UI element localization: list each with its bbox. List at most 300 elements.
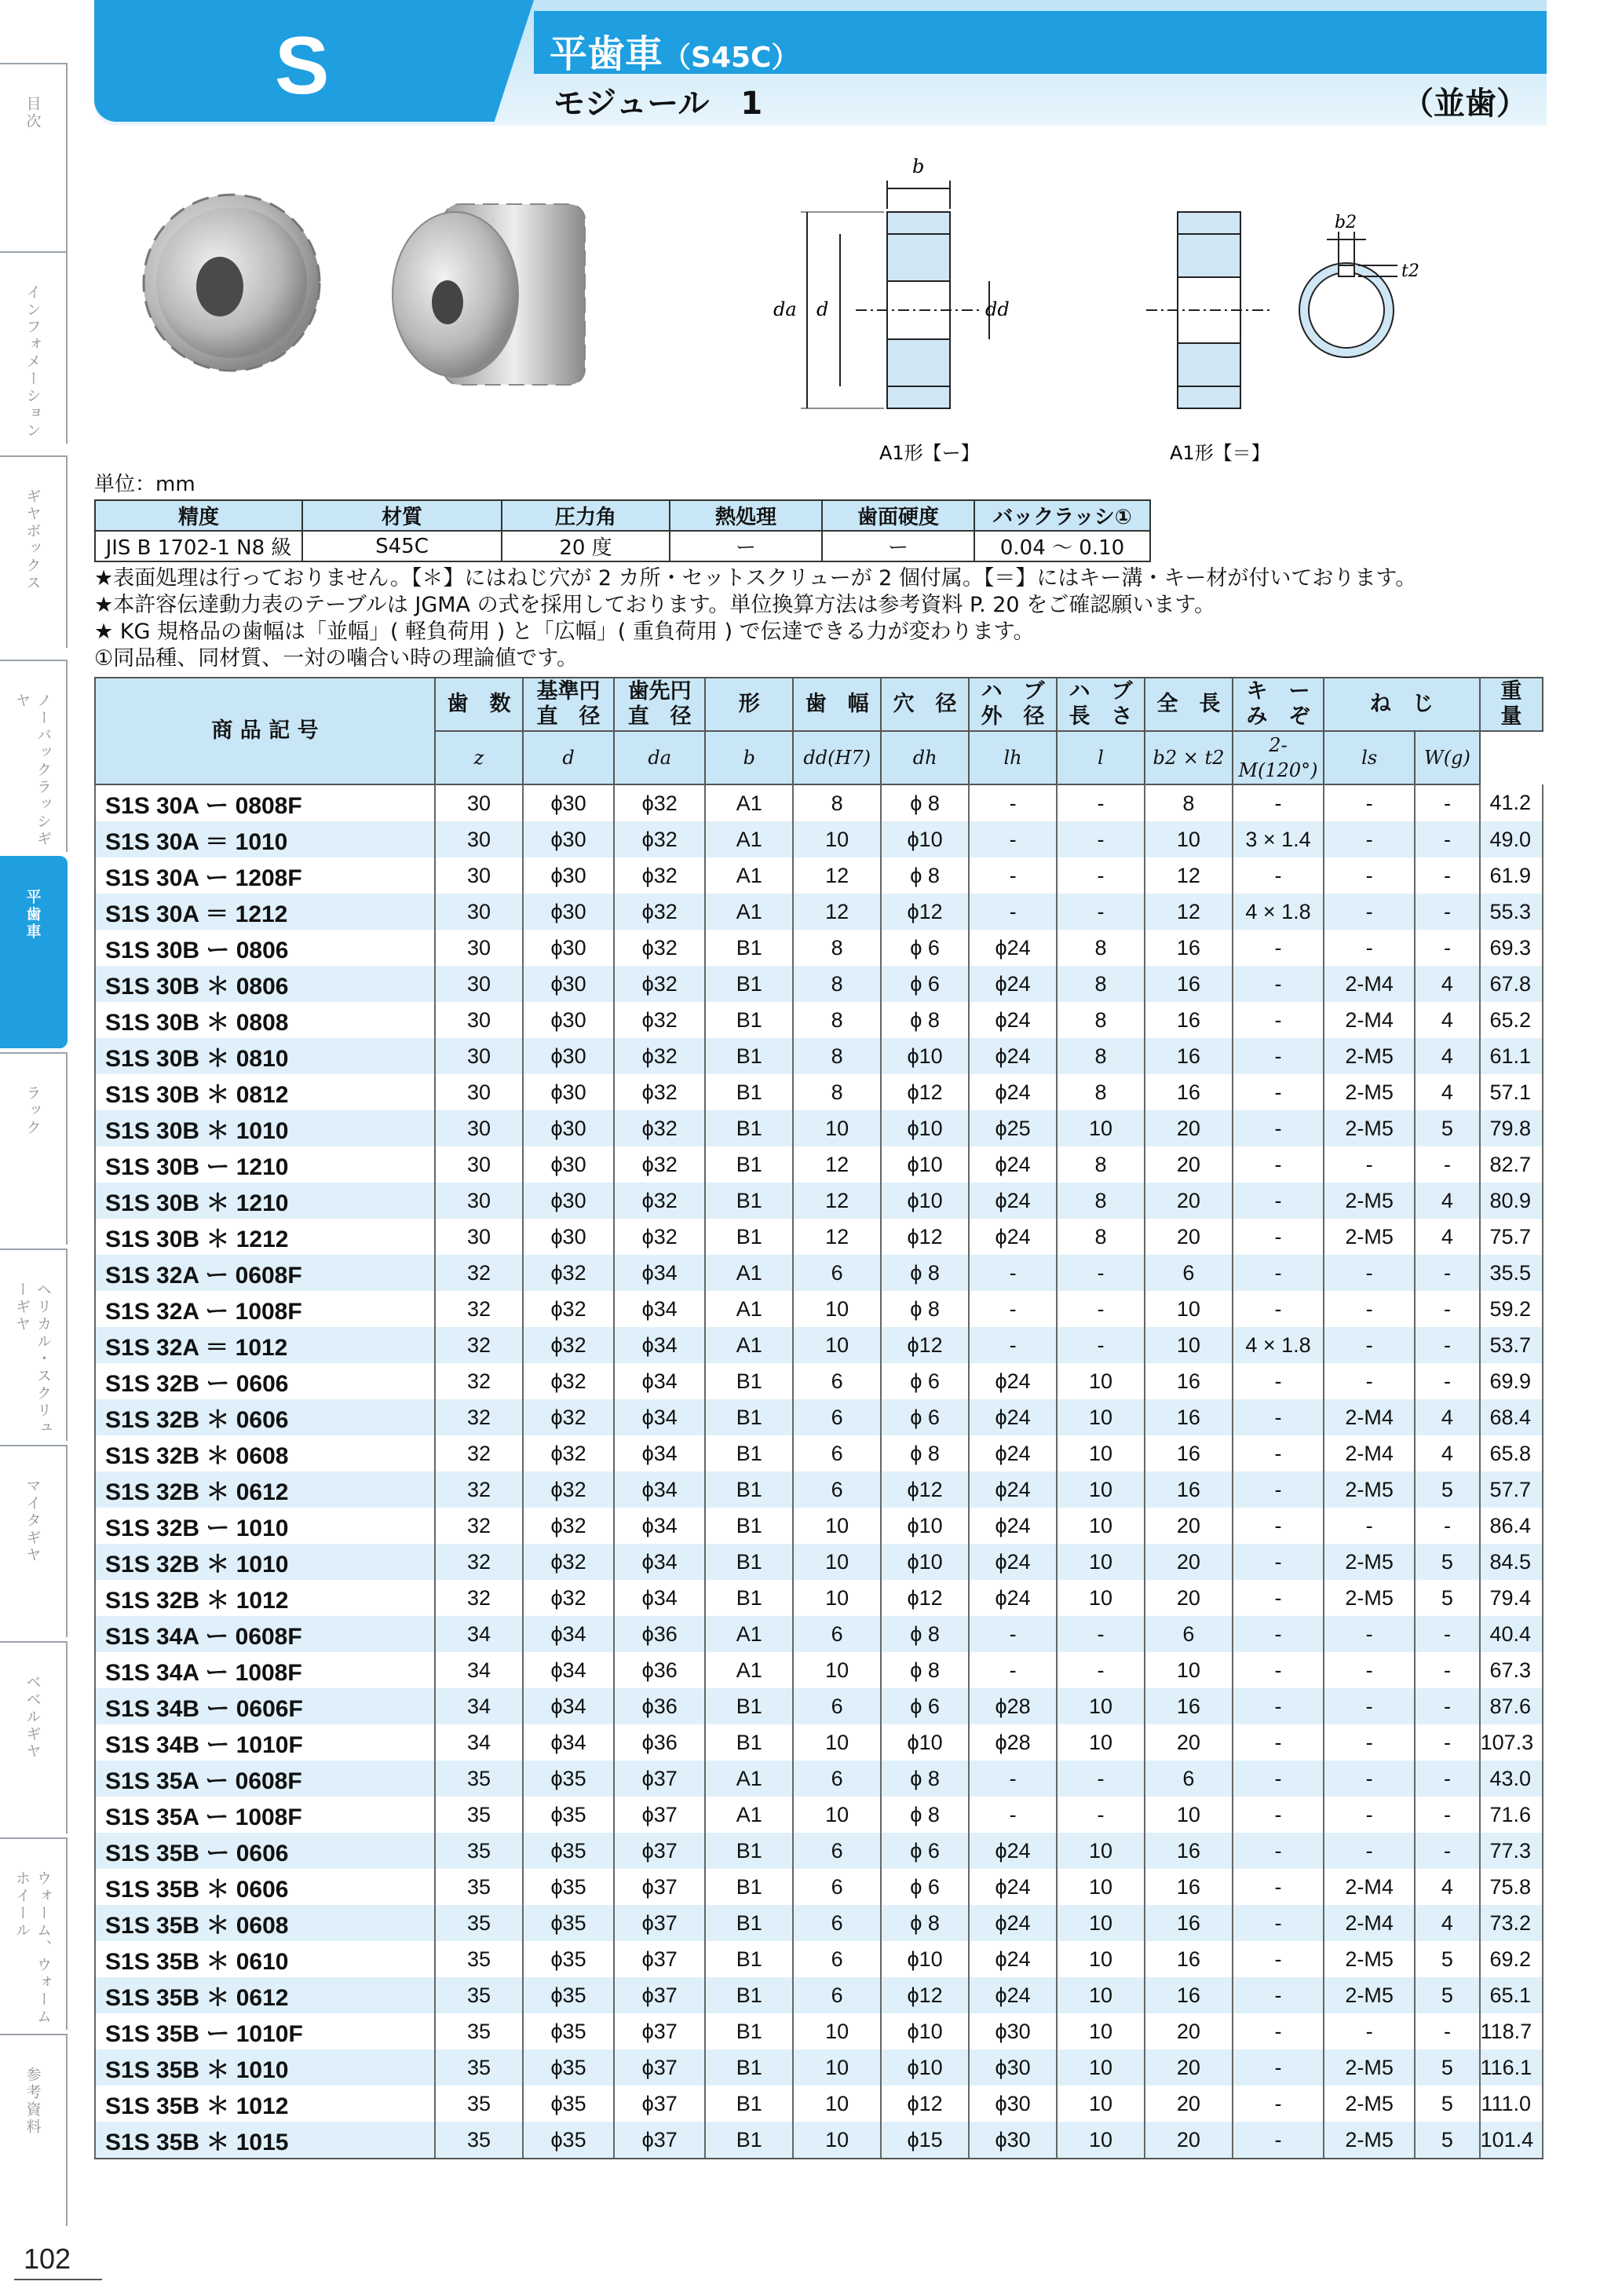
sidebar-item-2[interactable] — [0, 455, 68, 648]
drawing-a1-keyway — [1146, 212, 1397, 408]
table-cell: ϕ30 — [523, 930, 614, 966]
table-cell: ϕ32 — [523, 1435, 614, 1472]
table-cell: 30 — [435, 821, 523, 857]
col-d: 基準円 直 径 — [523, 678, 614, 731]
table-cell: - — [969, 1291, 1057, 1327]
table-cell: 20 — [1145, 1183, 1233, 1219]
spec-header: 材質 — [302, 500, 502, 531]
table-cell: B1 — [705, 1038, 793, 1074]
table-cell: 30 — [435, 1146, 523, 1183]
table-cell: ϕ 6 — [881, 1869, 969, 1905]
table-cell: 10 — [793, 2122, 881, 2159]
table-cell: - — [1233, 1544, 1324, 1580]
sidebar-item-9[interactable] — [0, 1837, 68, 2030]
table-cell: B1 — [705, 1580, 793, 1616]
table-cell: ϕ36 — [614, 1724, 705, 1760]
table-cell: 6 — [793, 1472, 881, 1508]
col-form: 形 — [705, 678, 793, 731]
table-cell: 10 — [1057, 1580, 1145, 1616]
table-cell: ϕ35 — [523, 2122, 614, 2159]
table-cell: 30 — [435, 1074, 523, 1110]
sidebar-item-label: 参考資料 — [24, 2067, 42, 2136]
table-cell: ϕ 6 — [881, 1688, 969, 1724]
symbol-cell: d — [523, 731, 614, 784]
table-cell: 65.8 — [1480, 1435, 1543, 1472]
table-cell: 8 — [1057, 1146, 1145, 1183]
table-cell: - — [1324, 1760, 1415, 1797]
table-cell: B1 — [705, 1508, 793, 1544]
table-cell: ϕ32 — [614, 821, 705, 857]
table-cell: 30 — [435, 1002, 523, 1038]
table-cell: 16 — [1145, 1074, 1233, 1110]
table-cell: B1 — [705, 1002, 793, 1038]
sidebar-item-label: ウォーム、ウォームホイール — [13, 1870, 52, 2026]
table-row — [95, 1652, 1543, 1688]
table-cell: 32 — [435, 1508, 523, 1544]
table-cell: 10 — [1057, 1399, 1145, 1435]
table-cell: A1 — [705, 784, 793, 821]
table-row — [95, 784, 1543, 821]
sidebar-item-0[interactable] — [0, 63, 68, 255]
table-cell: ϕ24 — [969, 1941, 1057, 1977]
symbol-cell: dd(H7) — [793, 731, 881, 784]
table-cell: - — [1324, 1363, 1415, 1399]
table-cell: - — [1233, 966, 1324, 1002]
table-cell: ϕ35 — [523, 2013, 614, 2049]
table-cell: ϕ12 — [881, 1219, 969, 1255]
table-cell: 6 — [793, 1833, 881, 1869]
table-cell: 16 — [1145, 1941, 1233, 1977]
table-cell: ϕ37 — [614, 1797, 705, 1833]
table-cell: ϕ30 — [523, 1002, 614, 1038]
table-cell: ϕ32 — [614, 1038, 705, 1074]
table-cell: 2-M5 — [1324, 1219, 1415, 1255]
table-row — [95, 821, 1543, 857]
table-cell: - — [1324, 1688, 1415, 1724]
table-cell: 16 — [1145, 1688, 1233, 1724]
table-cell: ϕ32 — [614, 894, 705, 930]
table-cell: 10 — [1057, 1363, 1145, 1399]
table-cell: ϕ37 — [614, 2122, 705, 2159]
sidebar-item-label: インフォメーション — [24, 284, 42, 440]
table-cell: 10 — [1057, 2013, 1145, 2049]
sidebar-item-8[interactable] — [0, 1641, 68, 1834]
module-label: モジュール 1 — [553, 86, 763, 122]
table-cell: B1 — [705, 1363, 793, 1399]
table-cell: ϕ35 — [523, 1797, 614, 1833]
table-cell: 59.2 — [1480, 1291, 1543, 1327]
table-cell: 6 — [793, 1941, 881, 1977]
table-cell: 2-M5 — [1324, 1580, 1415, 1616]
table-cell: ϕ24 — [969, 1074, 1057, 1110]
table-cell: ϕ10 — [881, 1038, 969, 1074]
table-cell: ϕ10 — [881, 2049, 969, 2086]
table-cell: 10 — [793, 1291, 881, 1327]
sidebar-item-label: ヘリカル・スクリューギヤ — [13, 1281, 52, 1437]
sidebar-item-7[interactable] — [0, 1445, 68, 1637]
table-cell: 30 — [435, 784, 523, 821]
table-cell: 5 — [1415, 2122, 1479, 2159]
table-cell: 71.6 — [1480, 1797, 1543, 1833]
table-cell: ϕ30 — [969, 2013, 1057, 2049]
table-cell: B1 — [705, 1977, 793, 2013]
table-cell: ϕ12 — [881, 1977, 969, 2013]
table-cell: ϕ12 — [881, 1074, 969, 1110]
sidebar-item-3[interactable] — [0, 660, 68, 852]
table-cell: ϕ24 — [969, 1146, 1057, 1183]
product-code: S1S 35B ー 1010F — [95, 2013, 435, 2049]
table-cell: 8 — [793, 784, 881, 821]
col-l: 全 長 — [1145, 678, 1233, 731]
sidebar-item-4[interactable] — [0, 856, 68, 1048]
table-cell: ϕ28 — [969, 1724, 1057, 1760]
table-cell: ϕ30 — [523, 1219, 614, 1255]
table-cell: ϕ34 — [523, 1688, 614, 1724]
table-cell: - — [1415, 1833, 1479, 1869]
table-cell: - — [1057, 1760, 1145, 1797]
table-cell: 16 — [1145, 1977, 1233, 2013]
table-cell: B1 — [705, 1183, 793, 1219]
table-cell: 5 — [1415, 2086, 1479, 2122]
table-cell: ϕ24 — [969, 1038, 1057, 1074]
table-cell: - — [1233, 1146, 1324, 1183]
table-cell: ϕ24 — [969, 1977, 1057, 2013]
table-cell: 107.3 — [1480, 1724, 1543, 1760]
table-cell: 32 — [435, 1399, 523, 1435]
table-cell: - — [1324, 1797, 1415, 1833]
table-cell: - — [1324, 930, 1415, 966]
table-row — [95, 930, 1543, 966]
table-cell: 10 — [793, 1580, 881, 1616]
table-cell: - — [1233, 1580, 1324, 1616]
table-cell: A1 — [705, 1760, 793, 1797]
table-row — [95, 1977, 1543, 2013]
title-main: 平歯車 — [550, 32, 663, 76]
table-cell: ϕ24 — [969, 1002, 1057, 1038]
table-cell: ϕ32 — [614, 966, 705, 1002]
table-cell: 10 — [793, 1508, 881, 1544]
table-row — [95, 1724, 1543, 1760]
table-cell: 116.1 — [1480, 2049, 1543, 2086]
table-cell: 10 — [1057, 1688, 1145, 1724]
table-cell: 20 — [1145, 2049, 1233, 2086]
table-cell: 16 — [1145, 966, 1233, 1002]
table-cell: - — [1415, 1291, 1479, 1327]
table-cell: ϕ10 — [881, 1146, 969, 1183]
table-cell: 4 × 1.8 — [1233, 1327, 1324, 1363]
table-cell: 73.2 — [1480, 1905, 1543, 1941]
table-cell: ϕ32 — [523, 1399, 614, 1435]
table-cell: 2-M5 — [1324, 2122, 1415, 2159]
table-cell: 12 — [1145, 857, 1233, 894]
table-cell: ϕ32 — [523, 1544, 614, 1580]
table-cell: ϕ32 — [614, 1074, 705, 1110]
table-cell: 43.0 — [1480, 1760, 1543, 1797]
table-cell: - — [1233, 1435, 1324, 1472]
col-dh: ハ ブ 外 径 — [969, 678, 1057, 731]
table-cell: B1 — [705, 1905, 793, 1941]
product-code: S1S 30B ー 1210 — [95, 1146, 435, 1183]
table-cell: 10 — [1057, 2049, 1145, 2086]
table-cell: ϕ34 — [614, 1399, 705, 1435]
table-cell: 8 — [1057, 1219, 1145, 1255]
table-cell: - — [1233, 1074, 1324, 1110]
table-cell: ϕ34 — [523, 1616, 614, 1652]
table-cell: 16 — [1145, 1905, 1233, 1941]
product-code: S1S 32A ＝ 1012 — [95, 1327, 435, 1363]
table-cell: ϕ30 — [523, 1110, 614, 1146]
table-cell: 35 — [435, 1760, 523, 1797]
table-cell: 35.5 — [1480, 1255, 1543, 1291]
table-cell: ϕ32 — [614, 1183, 705, 1219]
table-cell: 8 — [1057, 1183, 1145, 1219]
table-cell: - — [1233, 930, 1324, 966]
table-cell: 10 — [1145, 1652, 1233, 1688]
table-cell: - — [1233, 1941, 1324, 1977]
title-material: （S45C） — [663, 42, 800, 74]
table-cell: - — [1057, 1652, 1145, 1688]
table-cell: ϕ 6 — [881, 1833, 969, 1869]
table-cell: ϕ10 — [881, 1110, 969, 1146]
table-cell: A1 — [705, 1255, 793, 1291]
table-cell: 57.1 — [1480, 1074, 1543, 1110]
table-cell: 69.9 — [1480, 1363, 1543, 1399]
table-cell: 4 × 1.8 — [1233, 894, 1324, 930]
table-cell: ϕ 8 — [881, 1291, 969, 1327]
symbol-cell: 2-M(120°) — [1233, 731, 1324, 784]
table-cell: ϕ32 — [523, 1291, 614, 1327]
product-code: S1S 32B ＊ 1012 — [95, 1580, 435, 1616]
dim-dd: dd — [985, 298, 1010, 320]
table-cell: 10 — [1057, 1110, 1145, 1146]
table-cell: 35 — [435, 1869, 523, 1905]
table-cell: 5 — [1415, 1580, 1479, 1616]
note-line: ★ KG 規格品の歯幅は「並幅」( 軽負荷用 ) と「広幅」( 重負荷用 ) で伝達できる力が変わります。 — [94, 620, 1035, 644]
table-row — [95, 1688, 1543, 1724]
table-cell: - — [1057, 1797, 1145, 1833]
sidebar-item-1[interactable] — [0, 251, 68, 444]
table-cell: B1 — [705, 1544, 793, 1580]
table-cell: 6 — [793, 1760, 881, 1797]
table-row — [95, 1327, 1543, 1363]
table-cell: 16 — [1145, 930, 1233, 966]
table-cell: - — [1415, 1688, 1479, 1724]
table-cell: - — [1415, 1652, 1479, 1688]
table-cell: ϕ30 — [523, 1038, 614, 1074]
table-cell: ϕ30 — [523, 966, 614, 1002]
table-cell: 16 — [1145, 1399, 1233, 1435]
table-cell: 2-M5 — [1324, 1110, 1415, 1146]
table-cell: - — [1415, 1363, 1479, 1399]
sidebar-item-5[interactable] — [0, 1052, 68, 1245]
sidebar-item-label: ギヤボックス — [24, 488, 42, 592]
table-row — [95, 1760, 1543, 1797]
table-cell: 30 — [435, 1110, 523, 1146]
table-cell: B1 — [705, 1219, 793, 1255]
table-cell: - — [969, 1797, 1057, 1833]
table-cell: ϕ30 — [969, 2086, 1057, 2122]
table-cell: 6 — [793, 1435, 881, 1472]
table-cell: ϕ37 — [614, 1977, 705, 2013]
table-cell: 118.7 — [1480, 2013, 1543, 2049]
sidebar-item-6[interactable] — [0, 1249, 68, 1441]
table-cell: - — [1233, 1038, 1324, 1074]
table-cell: - — [1415, 1760, 1479, 1797]
table-cell: ϕ30 — [523, 1146, 614, 1183]
symbol-cell: l — [1057, 731, 1145, 784]
product-code: S1S 30B ＊ 1210 — [95, 1183, 435, 1219]
table-cell: ϕ30 — [523, 821, 614, 857]
table-cell: 8 — [1057, 966, 1145, 1002]
table-cell: - — [1057, 1291, 1145, 1327]
table-cell: - — [1415, 821, 1479, 857]
table-cell: B1 — [705, 2122, 793, 2159]
table-cell: 10 — [1057, 1544, 1145, 1580]
table-cell: ϕ30 — [523, 1074, 614, 1110]
table-cell: - — [1415, 1724, 1479, 1760]
table-cell: - — [969, 857, 1057, 894]
product-code: S1S 35B ＊ 0612 — [95, 1977, 435, 2013]
table-cell: 10 — [793, 1544, 881, 1580]
table-cell: 2-M4 — [1324, 1399, 1415, 1435]
sidebar-item-label: ベベルギヤ — [24, 1674, 42, 1760]
table-row — [95, 966, 1543, 1002]
table-cell: - — [1233, 1688, 1324, 1724]
table-cell: 2-M5 — [1324, 2049, 1415, 2086]
table-cell: ϕ24 — [969, 1833, 1057, 1869]
table-cell: ϕ34 — [614, 1544, 705, 1580]
product-code: S1S 34B ー 1010F — [95, 1724, 435, 1760]
table-cell: ϕ 8 — [881, 857, 969, 894]
table-cell: B1 — [705, 1724, 793, 1760]
table-row — [95, 1074, 1543, 1110]
table-cell: 67.3 — [1480, 1652, 1543, 1688]
table-row — [95, 1038, 1543, 1074]
table-cell: - — [1233, 1616, 1324, 1652]
symbol-cell: da — [614, 731, 705, 784]
table-cell: - — [1324, 1327, 1415, 1363]
table-row — [95, 1110, 1543, 1146]
product-code: S1S 32B ＊ 0606 — [95, 1399, 435, 1435]
col-b: 歯 幅 — [793, 678, 881, 731]
table-cell: ϕ34 — [614, 1363, 705, 1399]
table-cell: - — [1324, 894, 1415, 930]
table-cell: ϕ32 — [523, 1580, 614, 1616]
table-cell: ϕ 8 — [881, 1255, 969, 1291]
table-cell: ϕ24 — [969, 1435, 1057, 1472]
table-cell: 32 — [435, 1291, 523, 1327]
table-cell: ϕ24 — [969, 1363, 1057, 1399]
table-cell: - — [1057, 784, 1145, 821]
table-cell: 12 — [793, 1146, 881, 1183]
table-cell: 3 × 1.4 — [1233, 821, 1324, 857]
table-row — [95, 1219, 1543, 1255]
table-cell: ϕ32 — [523, 1472, 614, 1508]
table-cell: - — [1324, 784, 1415, 821]
table-cell: 2-M4 — [1324, 1002, 1415, 1038]
table-cell: ϕ34 — [523, 1652, 614, 1688]
table-cell: ϕ37 — [614, 1905, 705, 1941]
table-row — [95, 1183, 1543, 1219]
table-cell: 2-M5 — [1324, 2086, 1415, 2122]
dim-b2: b2 — [1335, 213, 1357, 232]
table-cell: 12 — [793, 1219, 881, 1255]
table-cell: A1 — [705, 821, 793, 857]
table-cell: ϕ24 — [969, 1183, 1057, 1219]
table-cell: - — [1057, 1327, 1145, 1363]
table-cell: 8 — [793, 1002, 881, 1038]
table-cell: 5 — [1415, 1472, 1479, 1508]
table-cell: ϕ37 — [614, 1941, 705, 1977]
spec-value: 20 度 — [502, 531, 670, 561]
table-cell: - — [1324, 1508, 1415, 1544]
table-cell: - — [969, 1255, 1057, 1291]
table-cell: B1 — [705, 1399, 793, 1435]
series-badge-letter: S — [275, 20, 330, 112]
table-cell: 30 — [435, 894, 523, 930]
table-cell: 32 — [435, 1472, 523, 1508]
table-cell: 20 — [1145, 1110, 1233, 1146]
table-cell: ϕ15 — [881, 2122, 969, 2159]
table-cell: ϕ 6 — [881, 1363, 969, 1399]
table-cell: - — [1233, 1797, 1324, 1833]
table-cell: 77.3 — [1480, 1833, 1543, 1869]
dim-d: d — [816, 298, 829, 320]
spec-header: 熱処理 — [670, 500, 822, 531]
table-cell: ϕ24 — [969, 1869, 1057, 1905]
table-cell: 101.4 — [1480, 2122, 1543, 2159]
table-cell: ϕ 8 — [881, 1435, 969, 1472]
table-cell: ϕ32 — [614, 784, 705, 821]
table-cell: 5 — [1415, 1941, 1479, 1977]
table-cell: 10 — [1145, 1327, 1233, 1363]
table-cell: - — [1324, 1652, 1415, 1688]
dim-t2: t2 — [1401, 261, 1419, 281]
table-cell: 34 — [435, 1688, 523, 1724]
product-code: S1S 35B ＊ 1012 — [95, 2086, 435, 2122]
table-cell: - — [1233, 1905, 1324, 1941]
table-cell: 10 — [793, 1110, 881, 1146]
table-cell: ϕ35 — [523, 1905, 614, 1941]
product-code: S1S 34A ー 1008F — [95, 1652, 435, 1688]
table-cell: 65.1 — [1480, 1977, 1543, 2013]
product-code: S1S 32B ー 0606 — [95, 1363, 435, 1399]
sidebar-item-label: ラック — [24, 1085, 42, 1137]
symbol-cell: b — [705, 731, 793, 784]
table-cell: 35 — [435, 2086, 523, 2122]
table-cell: 34 — [435, 1652, 523, 1688]
table-cell: 61.1 — [1480, 1038, 1543, 1074]
gear-photo-a1 — [144, 195, 320, 371]
table-header-row — [95, 678, 1543, 731]
table-cell: - — [1324, 1291, 1415, 1327]
sidebar-item-10[interactable] — [0, 2034, 68, 2226]
table-cell: - — [1324, 2013, 1415, 2049]
table-cell: 61.9 — [1480, 857, 1543, 894]
table-cell: ϕ37 — [614, 1760, 705, 1797]
table-cell: 16 — [1145, 1435, 1233, 1472]
table-cell: - — [1233, 1183, 1324, 1219]
table-cell: - — [1233, 857, 1324, 894]
table-cell: ϕ12 — [881, 1580, 969, 1616]
table-cell: ϕ24 — [969, 1219, 1057, 1255]
table-cell: 32 — [435, 1435, 523, 1472]
table-cell: - — [969, 821, 1057, 857]
table-cell: 10 — [1057, 1724, 1145, 1760]
table-cell: 12 — [1145, 894, 1233, 930]
spec-value: S45C — [302, 531, 502, 561]
table-cell: 2-M4 — [1324, 1905, 1415, 1941]
